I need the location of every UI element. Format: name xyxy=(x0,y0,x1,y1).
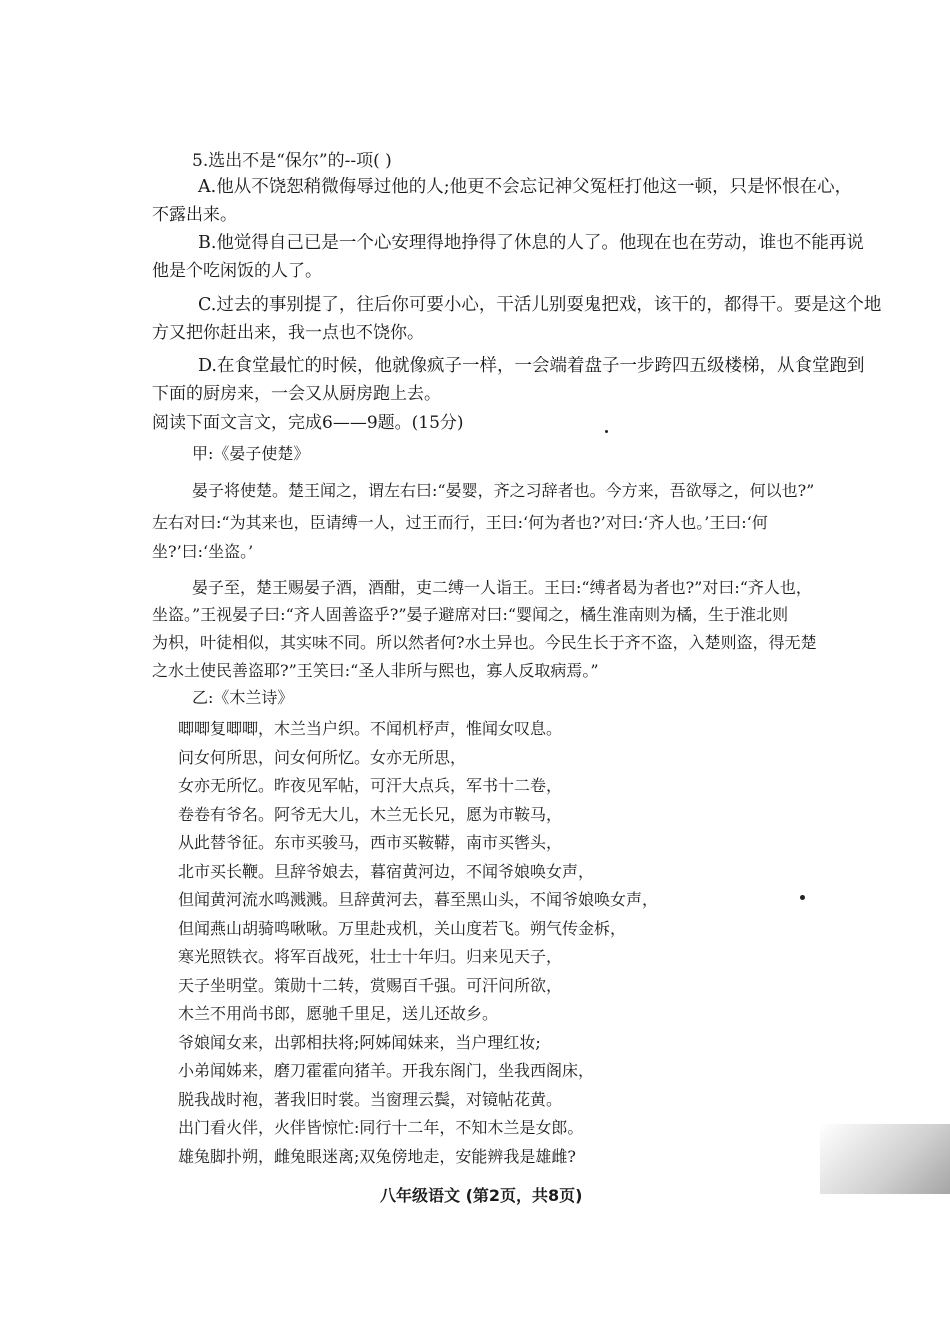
passage-a-line: 晏子至，楚王赐晏子酒，酒酣，吏二缚一人诣王。王曰:“缚者曷为者也?”对曰:“齐人也， xyxy=(192,578,812,597)
passage-b-poem xyxy=(178,715,658,1171)
poem-line: 出门看火伴，火伴皆惊忙:同行十二年，不知木兰是女郎。 xyxy=(178,1118,584,1137)
poem-line: 但闻黄河流水鸣溅溅。旦辞黄河去，暮至黑山头，不闻爷娘唤女声， xyxy=(178,890,659,909)
passage-a-line: 左右对曰:“为其来也，臣请缚一人，过王而行，王曰:‘何为者也?’对曰:‘齐人也。’王曰:‘何 xyxy=(152,513,768,532)
poem-line: 小弟闻姊来，磨刀霍霍向猪羊。开我东阁门，坐我西阁床， xyxy=(178,1061,595,1080)
poem-line: 北市买长鞭。旦辞爷娘去，暮宿黄河边，不闻爷娘唤女声， xyxy=(178,861,595,881)
poem-line: 唧唧复唧唧，木兰当户织。不闻机杼声，惟闻女叹息。 xyxy=(178,719,563,738)
option-a-line-2: 不露出来。 xyxy=(152,205,237,225)
passage-a-line: 为枳，叶徒相似，其实味不同。所以然者何?水土异也。今民生长于齐不盗，入楚则盗，得无楚 xyxy=(152,633,817,652)
ink-speck xyxy=(800,895,805,900)
ink-speck xyxy=(605,430,608,433)
poem-line: 爷娘闻女来，出郭相扶将;阿姊闻妹来，当户理红妆; xyxy=(178,1032,541,1052)
poem-line: 女亦无所忆。昨夜见军帖，可汗大点兵，军书十二卷， xyxy=(178,776,563,795)
option-d-line-2: 下面的厨房来，一会又从厨房跑上去。 xyxy=(152,384,441,404)
scan-shadow xyxy=(820,1124,950,1194)
option-c-line-2: 方又把你赶出来，我一点也不饶你。 xyxy=(152,323,424,343)
passage-a-line: 坐?’曰:‘坐盗。’ xyxy=(152,542,254,561)
passage-a-line: 之水土使民善盗耶?”王笑曰:“圣人非所与熙也，寡人反取病焉。” xyxy=(152,661,599,680)
passage-a-line: 晏子将使楚。楚王闻之，谓左右曰:“晏婴，齐之习辞者也。今方来，吾欲辱之，何以也?” xyxy=(192,481,815,500)
option-d-line-1: D.在食堂最忙的时候，他就像疯子一样，一会端着盘子一步跨四五级楼梯，从食堂跑到 xyxy=(198,356,865,376)
poem-line: 木兰不用尚书郎，愿驰千里足，送儿还故乡。 xyxy=(178,1004,499,1023)
poem-line: 天子坐明堂。策勋十二转，赏赐百千强。可汗问所欲， xyxy=(178,975,563,995)
poem-line: 雄兔脚扑朔，雌兔眼迷离;双兔傍地走，安能辨我是雄雌? xyxy=(178,1146,576,1166)
option-b-line-1: B.他觉得自己已是一个心安理得地挣得了休息的人了。他现在也在劳动，谁也不能再说 xyxy=(198,233,864,253)
poem-line: 但闻燕山胡骑鸣啾啾。万里赴戎机，关山度若飞。朔气传金柝， xyxy=(178,918,627,938)
option-c-line-1: C.过去的事别提了，往后你可要小心，干活儿别耍鬼把戏，该干的，都得干。要是这个地 xyxy=(198,295,882,315)
poem-line: 从此替爷征。东市买骏马，西市买鞍鞯，南市买辔头， xyxy=(178,833,563,852)
question-5-stem: 5.选出不是“保尔”的--项( ) xyxy=(192,151,392,171)
poem-line: 问女何所思，问女何所忆。女亦无所思， xyxy=(178,747,467,767)
option-b-line-2: 他是个吃闲饭的人了。 xyxy=(152,261,322,281)
passage-b-title: 乙:《木兰诗》 xyxy=(192,688,294,707)
poem-line: 寒光照铁衣。将军百战死，壮士十年归。归来见天子， xyxy=(178,947,563,966)
page-footer: 八年级语文 (第2页，共8页) xyxy=(380,1186,583,1205)
poem-line: 卷卷有爷名。阿爷无大儿，木兰无长兄，愿为市鞍马， xyxy=(178,804,563,824)
poem-line: 脱我战时袍，著我旧时裳。当窗理云鬓，对镜帖花黄。 xyxy=(178,1089,563,1109)
passage-a-line: 坐盗。”王视晏子曰:“齐人固善盗乎?”晏子避席对曰:“婴闻之，橘生淮南则为橘，生于淮北则 xyxy=(152,605,789,624)
option-a-line-1: A.他从不饶恕稍微侮辱过他的人;他更不会忘记神父冤枉打他这一顿，只是怀恨在心， xyxy=(198,177,853,197)
passage-a-title: 甲:《晏子使楚》 xyxy=(192,444,310,463)
reading-instruction: 阅读下面文言文，完成6——9题。(15分) xyxy=(152,413,464,433)
